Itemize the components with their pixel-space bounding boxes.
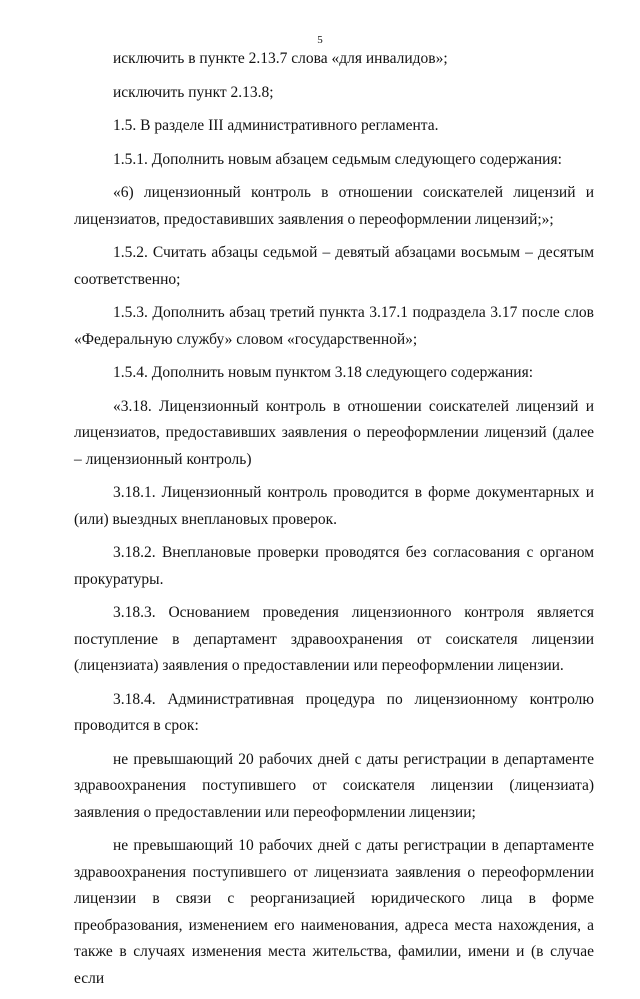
paragraph: не превышающий 20 рабочих дней с даты регистрации в департаменте здравоохранения поступившего от соискателя лицензии (лицензиата) заявления о предоставлении или переоформлении лицензии; — [74, 750, 594, 821]
paragraph: 1.5.3. Дополнить абзац третий пункта 3.17.1 подраздела 3.17 после слов «Федеральную службу» словом «государственной»; — [74, 304, 594, 348]
paragraph: 1.5.4. Дополнить новым пунктом 3.18 следующего содержания: — [113, 364, 534, 381]
paragraph: 3.18.3. Основанием проведения лицензионного контроля является поступление в департамент здравоохранения от соискателя лицензии (лицензиата) заявления о предоставлении или переоформлении лицензии. — [74, 604, 594, 674]
paragraph: «6) лицензионный контроль в отношении соискателей лицензий и лицензиатов, предоставивших заявления о переоформлении лицензий;»; — [74, 184, 594, 228]
paragraph: 3.18.1. Лицензионный контроль проводится в форме документарных и (или) выездных внеплановых проверок. — [74, 484, 594, 528]
document-body — [74, 46, 594, 999]
paragraph: 1.5. В разделе III административного регламента. — [113, 117, 439, 134]
paragraph: 1.5.1. Дополнить новым абзацем седьмым следующего содержания: — [113, 150, 562, 168]
paragraph: «3.18. Лицензионный контроль в отношении соискателей лицензий и лицензиатов, предоставивших заявления о переоформлении лицензий (далее – лицензионный контроль) — [74, 397, 594, 468]
paragraph: 3.18.4. Административная процедура по лицензионному контролю проводится в срок: — [74, 690, 594, 734]
paragraph: исключить в пункте 2.13.7 слова «для инвалидов»; — [113, 50, 448, 67]
page-number: 5 — [317, 34, 323, 46]
paragraph: 3.18.2. Внеплановые проверки проводятся без согласования с органом прокуратуры. — [74, 544, 594, 588]
paragraph: 1.5.2. Считать абзацы седьмой – девятый абзацами восьмым – десятым соответственно; — [74, 244, 594, 288]
paragraph: не превышающий 10 рабочих дней с даты регистрации в департаменте здравоохранения поступившего от лицензиата заявления о переоформлении лицензии в связи с реорганизацией юридического лица в форме преобразования, изменением его наименования, адреса места нахождения, а также в случаях изменения места жительства, фамилии, имени и (в случае если — [74, 837, 594, 987]
paragraph: исключить пункт 2.13.8; — [113, 83, 274, 101]
